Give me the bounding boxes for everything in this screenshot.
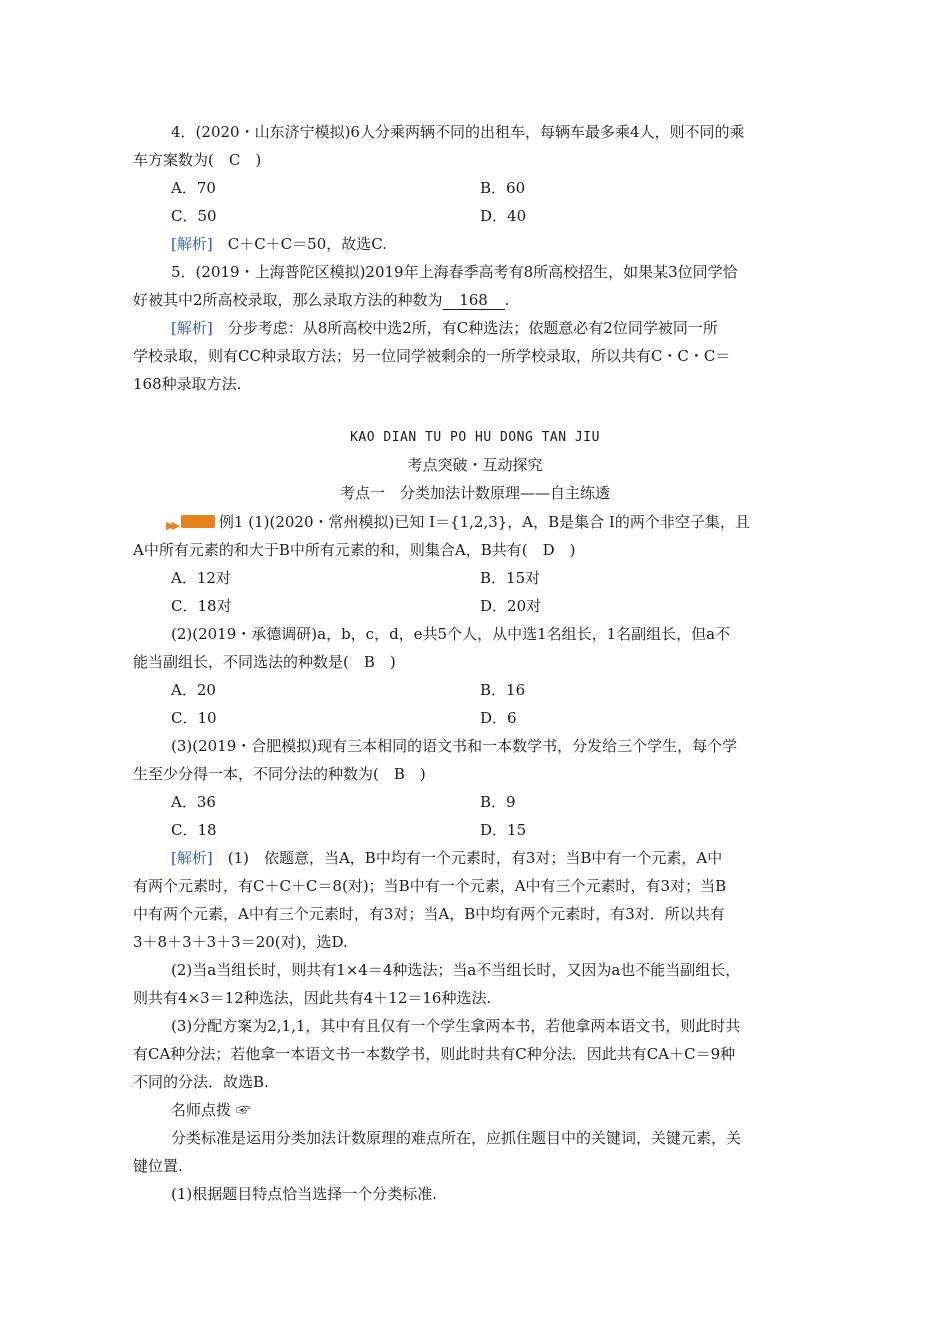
q5-line2-text: 好被其中2所高校录取，那么录取方法的种数为: [133, 291, 443, 309]
q4-solution-text: C＋C＋C＝50，故选C.: [212, 235, 387, 253]
ex1-p1-line1-text: 例1 (1)(2020・常州模拟)已知 I＝{1,2,3}，A，B是集合 I的两个非空子集，且: [218, 513, 750, 531]
ex1-p1-line2: A中所有元素的和大于B中所有元素的和，则集合A，B共有( D ): [133, 541, 576, 559]
q4-option-c: C．50: [171, 207, 217, 225]
q4-option-b: B．60: [480, 179, 526, 197]
q5-answer-blank: 168: [443, 291, 505, 310]
sol1-line1-text: (1) 依题意，当A，B中均有一个元素时，有3对；当B中有一个元素，A中: [212, 849, 723, 867]
ex1-p2-option-c: C．10: [171, 709, 217, 727]
tips-line3: (1)根据题目特点恰当选择一个分类标准.: [171, 1185, 438, 1203]
ex1-p2-option-b: B．16: [480, 681, 526, 699]
sol1-part3-line2: 有CA种分法；若他拿一本语文书一本数学书，则此时共有C种分法．因此共有CA＋C＝9种: [133, 1045, 736, 1063]
q5-line2: [133, 290, 509, 310]
ex1-p2-line2: 能当副组长，不同选法的种数是( B ): [133, 653, 396, 671]
sol1-part2-line2: 则共有4×3＝12种选法，因此共有4＋12＝16种选法.: [133, 989, 492, 1007]
example-badge-icon: ▶▶: [166, 514, 215, 536]
ex1-p3-option-c: C．18: [171, 821, 217, 839]
q4-line1: 4．(2020・山东济宁模拟)6人分乘两辆不同的出租车，每辆车最多乘4人，则不同的乘: [171, 123, 745, 141]
solution-tag: [解析]: [171, 235, 213, 253]
q5-solution-line3: 168种录取方法.: [133, 375, 242, 393]
sol1-line4: 3＋8＋3＋3＋3＝20(对)，选D.: [133, 933, 348, 951]
ex1-p1-option-a: A．12对: [171, 569, 231, 587]
q4-option-a: A．70: [171, 179, 216, 197]
q5-solution-text1: 分步考虑：从8所高校中选2所，有C种选法；依题意必有2位同学被同一所: [212, 319, 718, 337]
q4-line2: 车方案数为( C ): [133, 151, 262, 169]
ex1-p3-line2: 生至少分得一本，不同分法的种数为( B ): [133, 765, 426, 783]
section-subtitle: 考点一 分类加法计数原理——自主练透: [339, 484, 610, 502]
solution-tag: [解析]: [171, 849, 213, 867]
sol1-line2: 有两个元素时，有C＋C＋C＝8(对)；当B中有一个元素，A中有三个元素时，有3对；当B: [133, 877, 727, 895]
ex1-p1-option-d: D．20对: [480, 597, 542, 615]
ex1-p2-option-d: D．6: [480, 709, 517, 727]
ex1-p1-line1: [166, 512, 750, 536]
q5-solution-line2: 学校录取，则有CC种录取方法；另一位同学被剩余的一所学校录取，所以共有C・C・C＝: [133, 347, 731, 365]
q5-line1: 5．(2019・上海普陀区模拟)2019年上海春季高考有8所高校招生，如果某3位同学恰: [171, 263, 738, 281]
ex1-p2-option-a: A．20: [171, 681, 216, 699]
q4-solution: [171, 234, 387, 254]
ex1-p1-option-c: C．18对: [171, 597, 232, 615]
ex1-p1-option-b: B．15对: [480, 569, 541, 587]
ex1-p3-option-a: A．36: [171, 793, 216, 811]
q5-line2-end: .: [504, 291, 510, 309]
tips-heading: 名师点拨 ☞: [171, 1101, 251, 1119]
ex1-p2-line1: (2)(2019・承德调研)a，b，c，d，e共5个人，从中选1名组长，1名副组长，但a不: [171, 625, 731, 643]
ex1-p3-option-d: D．15: [480, 821, 527, 839]
sol1-line1: [171, 848, 722, 868]
section-title: 考点突破・互动探究: [407, 456, 543, 474]
q5-solution-line1: [171, 318, 718, 338]
sol1-part2-line1: (2)当a当组长时，则共有1×4＝4种选法；当a不当组长时，又因为a也不能当副组长，: [171, 961, 741, 979]
tips-line1: 分类标准是运用分类加法计数原理的难点所在，应抓住题目中的关键词，关键元素，关: [171, 1129, 742, 1147]
q4-option-d: D．40: [480, 207, 527, 225]
sol1-part3-line3: 不同的分法．故选B.: [133, 1073, 269, 1091]
ex1-p3-line1: (3)(2019・合肥模拟)现有三本相同的语文书和一本数学书，分发给三个学生，每个学: [171, 737, 738, 755]
sol1-part3-line1: (3)分配方案为2,1,1，其中有且仅有一个学生拿两本书，若他拿两本语文书，则此时共: [171, 1017, 741, 1035]
solution-tag: [解析]: [171, 319, 213, 337]
section-pinyin: KAO DIAN TU PO HU DONG TAN JIU: [350, 430, 600, 445]
sol1-line3: 中有两个元素，A中有三个元素时，有3对；当A，B中均有两个元素时，有3对．所以共有: [133, 905, 725, 923]
tips-line2: 键位置.: [133, 1157, 183, 1175]
ex1-p3-option-b: B．9: [480, 793, 516, 811]
